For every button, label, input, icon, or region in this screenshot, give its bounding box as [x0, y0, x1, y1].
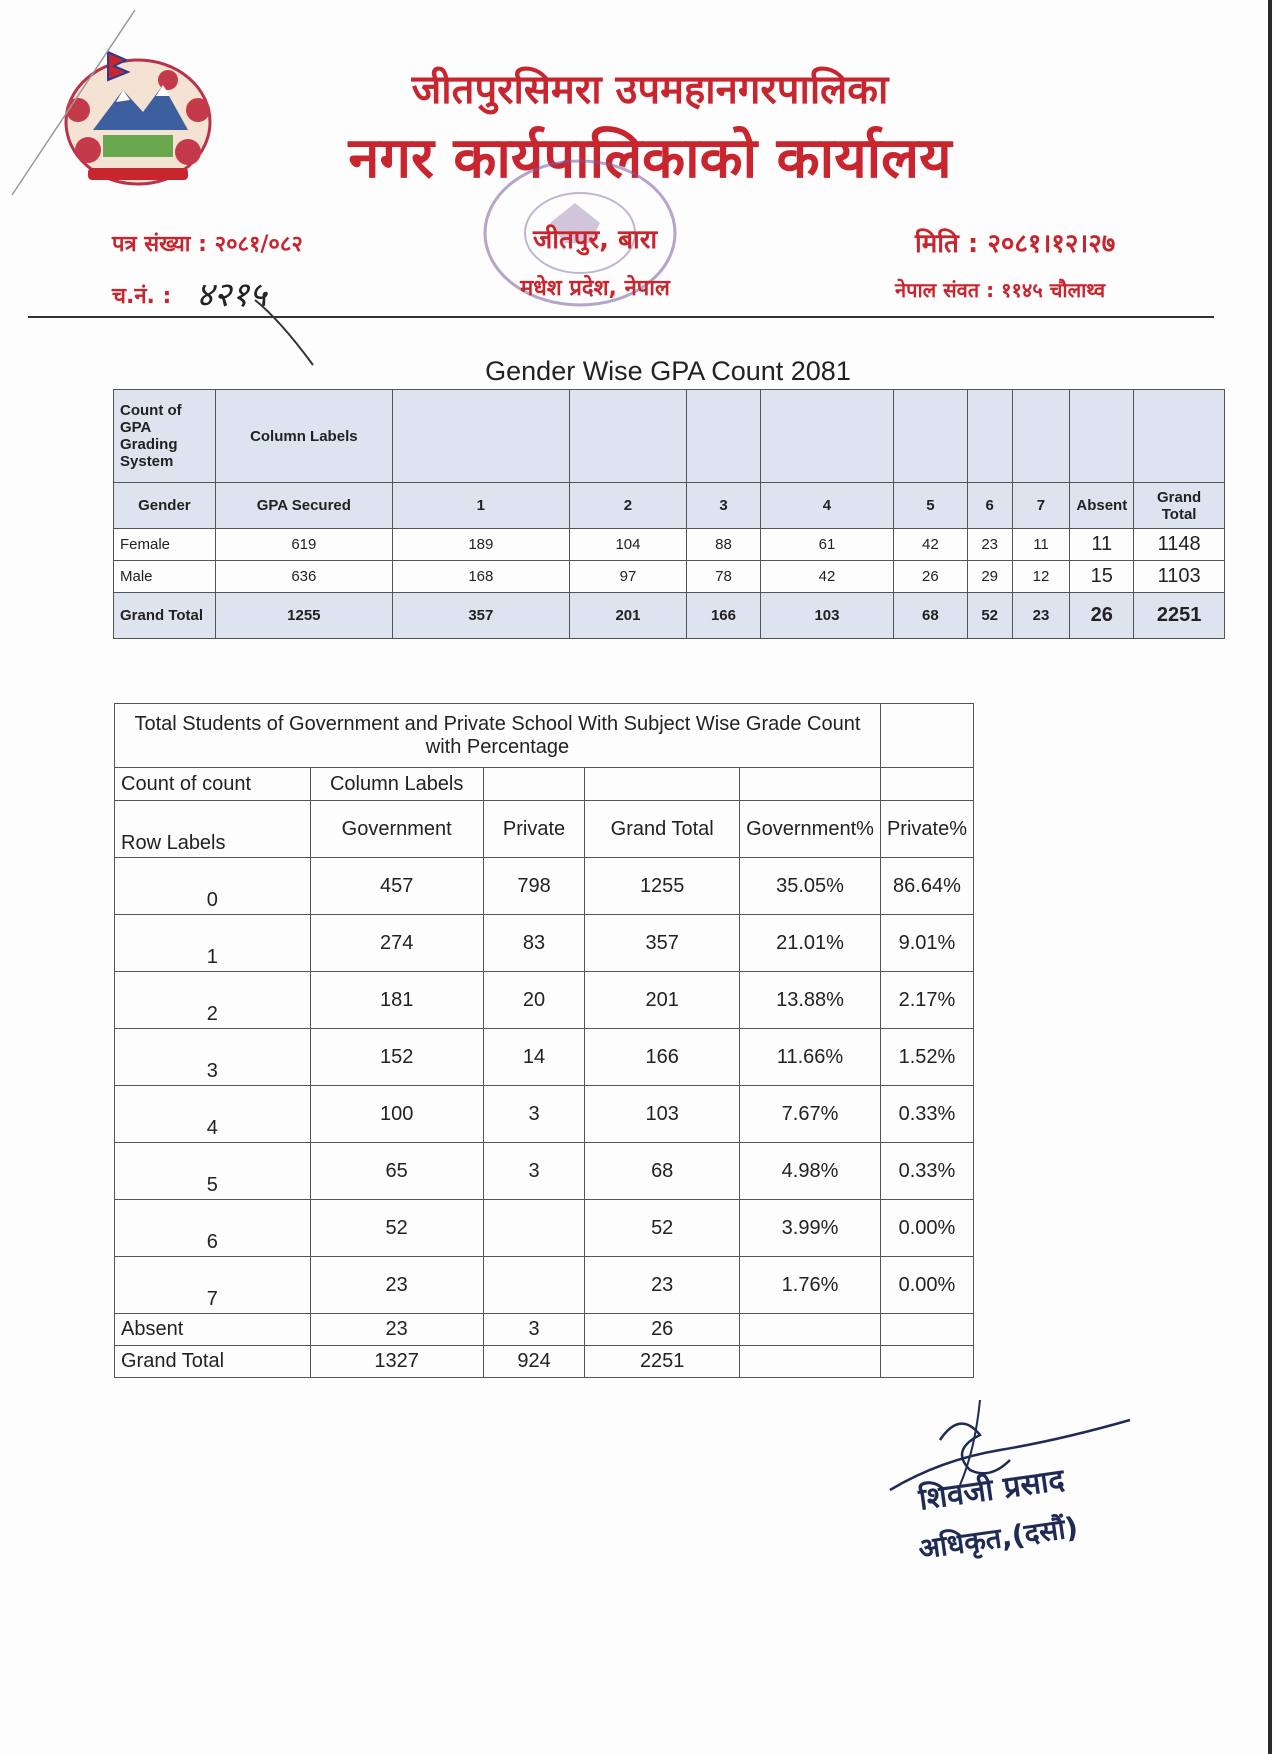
- cell: 23: [310, 1257, 483, 1314]
- row-label: 3: [115, 1029, 311, 1086]
- cell: 23: [967, 529, 1012, 561]
- row-labels-header: Row Labels: [115, 801, 311, 858]
- cell: 619: [215, 529, 392, 561]
- cell: 274: [310, 915, 483, 972]
- cell: 181: [310, 972, 483, 1029]
- cell: 23: [1012, 593, 1070, 639]
- cell: 88: [687, 529, 761, 561]
- cell: 26: [894, 561, 968, 593]
- cell: 7.67%: [740, 1086, 881, 1143]
- nepal-samvat: नेपाल संवत : ११४५ चौलाथ्व: [895, 278, 1106, 302]
- school-grade-table: [114, 703, 974, 1378]
- table-row: [115, 1029, 974, 1086]
- row-label: Female: [114, 529, 216, 561]
- cell: 26: [1070, 593, 1134, 639]
- count-label: Count of count: [115, 768, 311, 801]
- row-label: 5: [115, 1143, 311, 1200]
- table-row: [114, 561, 1225, 593]
- cell: 21.01%: [740, 915, 881, 972]
- signatory-name: शिवजी प्रसाद: [916, 1462, 1067, 1518]
- cell: 23: [310, 1314, 483, 1346]
- table-row: [115, 858, 974, 915]
- column-header: 5: [894, 483, 968, 529]
- cell: 29: [967, 561, 1012, 593]
- signatory-designation: अधिकृत,(दसौं): [916, 1510, 1081, 1566]
- table-row: [115, 972, 974, 1029]
- column-header: Absent: [1070, 483, 1134, 529]
- table-row: [115, 1257, 974, 1314]
- cell: 357: [585, 915, 740, 972]
- table-row: [114, 529, 1225, 561]
- cell: 11.66%: [740, 1029, 881, 1086]
- gender-gpa-table: [113, 389, 1225, 639]
- cell: 1148: [1134, 529, 1225, 561]
- cell: 166: [687, 593, 761, 639]
- cell: 103: [585, 1086, 740, 1143]
- cell: 104: [569, 529, 686, 561]
- row-label: 7: [115, 1257, 311, 1314]
- header-divider: [28, 316, 1214, 318]
- table-row: [115, 915, 974, 972]
- row-label: 0: [115, 858, 311, 915]
- grand-total-row: [114, 593, 1225, 639]
- cell: 189: [392, 529, 569, 561]
- row-label: 6: [115, 1200, 311, 1257]
- cell: 3: [483, 1314, 585, 1346]
- cell: 357: [392, 593, 569, 639]
- row-header-gender: Gender: [114, 483, 216, 529]
- cell: 1103: [1134, 561, 1225, 593]
- table1-title: Gender Wise GPA Count 2081: [485, 356, 851, 386]
- cell: 86.64%: [880, 858, 973, 915]
- column-header: Government: [310, 801, 483, 858]
- cell: 13.88%: [740, 972, 881, 1029]
- corner-label: Count of GPA Grading System: [114, 390, 216, 483]
- cell: 11: [1012, 529, 1070, 561]
- cell: 2.17%: [880, 972, 973, 1029]
- cell: 2251: [585, 1346, 740, 1378]
- column-header: Grand Total: [585, 801, 740, 858]
- cell: 924: [483, 1346, 585, 1378]
- cell: 61: [760, 529, 893, 561]
- cell: 15: [1070, 561, 1134, 593]
- cell: 42: [894, 529, 968, 561]
- column-header: Government%: [740, 801, 881, 858]
- absent-row: [115, 1314, 974, 1346]
- cell: 83: [483, 915, 585, 972]
- date-value: २०८१।१२।२७: [987, 229, 1116, 259]
- cell: 9.01%: [880, 915, 973, 972]
- column-header: 4: [760, 483, 893, 529]
- cell: 0.00%: [880, 1257, 973, 1314]
- column-header: GPA Secured: [215, 483, 392, 529]
- row-label: Male: [114, 561, 216, 593]
- cell: 78: [687, 561, 761, 593]
- dispatch-label: च.नं. :: [112, 284, 172, 309]
- reference-label: पत्र संख्या :: [112, 232, 207, 257]
- cell: 457: [310, 858, 483, 915]
- column-header: Grand Total: [1134, 483, 1225, 529]
- cell: 798: [483, 858, 585, 915]
- row-label: Grand Total: [115, 1346, 311, 1378]
- cell: 166: [585, 1029, 740, 1086]
- cell: 168: [392, 561, 569, 593]
- address-province: मधेश प्रदेश, नेपाल: [520, 276, 670, 301]
- cell: 12: [1012, 561, 1070, 593]
- cell: 65: [310, 1143, 483, 1200]
- cell: 42: [760, 561, 893, 593]
- table-row: [115, 1143, 974, 1200]
- table2-title: Total Students of Government and Private School With Subject Wise Grade Count with Percentage: [115, 704, 881, 768]
- cell: 103: [760, 593, 893, 639]
- cell: 3: [483, 1086, 585, 1143]
- dispatch-value: ४२१५: [196, 275, 267, 315]
- cell: [483, 1257, 585, 1314]
- cell: 20: [483, 972, 585, 1029]
- cell: 11: [1070, 529, 1134, 561]
- column-header: 3: [687, 483, 761, 529]
- cell: 35.05%: [740, 858, 881, 915]
- cell: 97: [569, 561, 686, 593]
- cell: 14: [483, 1029, 585, 1086]
- table-row: [115, 1086, 974, 1143]
- table-row: [115, 1200, 974, 1257]
- cell: 3: [483, 1143, 585, 1200]
- cell: 23: [585, 1257, 740, 1314]
- cell: 0.33%: [880, 1086, 973, 1143]
- cell: 2251: [1134, 593, 1225, 639]
- grand-total-row: [115, 1346, 974, 1378]
- column-labels-header: Column Labels: [310, 768, 483, 801]
- column-header: Private: [483, 801, 585, 858]
- cell: 1.52%: [880, 1029, 973, 1086]
- cell: 201: [585, 972, 740, 1029]
- cell: 0.00%: [880, 1200, 973, 1257]
- cell: 3.99%: [740, 1200, 881, 1257]
- cell: 1255: [215, 593, 392, 639]
- cell: 4.98%: [740, 1143, 881, 1200]
- cell: 100: [310, 1086, 483, 1143]
- cell: 52: [967, 593, 1012, 639]
- date-label: मिति :: [915, 229, 979, 259]
- cell: 152: [310, 1029, 483, 1086]
- cell: 201: [569, 593, 686, 639]
- cell: 68: [585, 1143, 740, 1200]
- column-header: 1: [392, 483, 569, 529]
- cell: 0.33%: [880, 1143, 973, 1200]
- row-label: 2: [115, 972, 311, 1029]
- column-labels-header: Column Labels: [215, 390, 392, 483]
- cell: [483, 1200, 585, 1257]
- office-name: नगर कार्यपालिकाको कार्यालय: [348, 126, 952, 191]
- cell: 1.76%: [740, 1257, 881, 1314]
- row-label: Grand Total: [114, 593, 216, 639]
- letter-date: [915, 224, 1115, 260]
- column-header: 2: [569, 483, 686, 529]
- cell: 636: [215, 561, 392, 593]
- cell: 1327: [310, 1346, 483, 1378]
- reference-value: २०८१/०८२: [214, 232, 303, 257]
- row-label: 1: [115, 915, 311, 972]
- column-header: Private%: [880, 801, 973, 858]
- cell: 52: [585, 1200, 740, 1257]
- cell: 26: [585, 1314, 740, 1346]
- row-label: 4: [115, 1086, 311, 1143]
- address-city: जीतपुर, बारा: [532, 225, 658, 255]
- scan-edge: [1268, 0, 1272, 1754]
- column-header: 7: [1012, 483, 1070, 529]
- cell: 68: [894, 593, 968, 639]
- nepal-emblem-icon: [48, 40, 218, 190]
- column-header: 6: [967, 483, 1012, 529]
- cell: 1255: [585, 858, 740, 915]
- municipality-name: जीतपुरसिमरा उपमहानगरपालिका: [411, 67, 889, 113]
- row-label: Absent: [115, 1314, 311, 1346]
- letter-reference: [112, 228, 303, 258]
- cell: 52: [310, 1200, 483, 1257]
